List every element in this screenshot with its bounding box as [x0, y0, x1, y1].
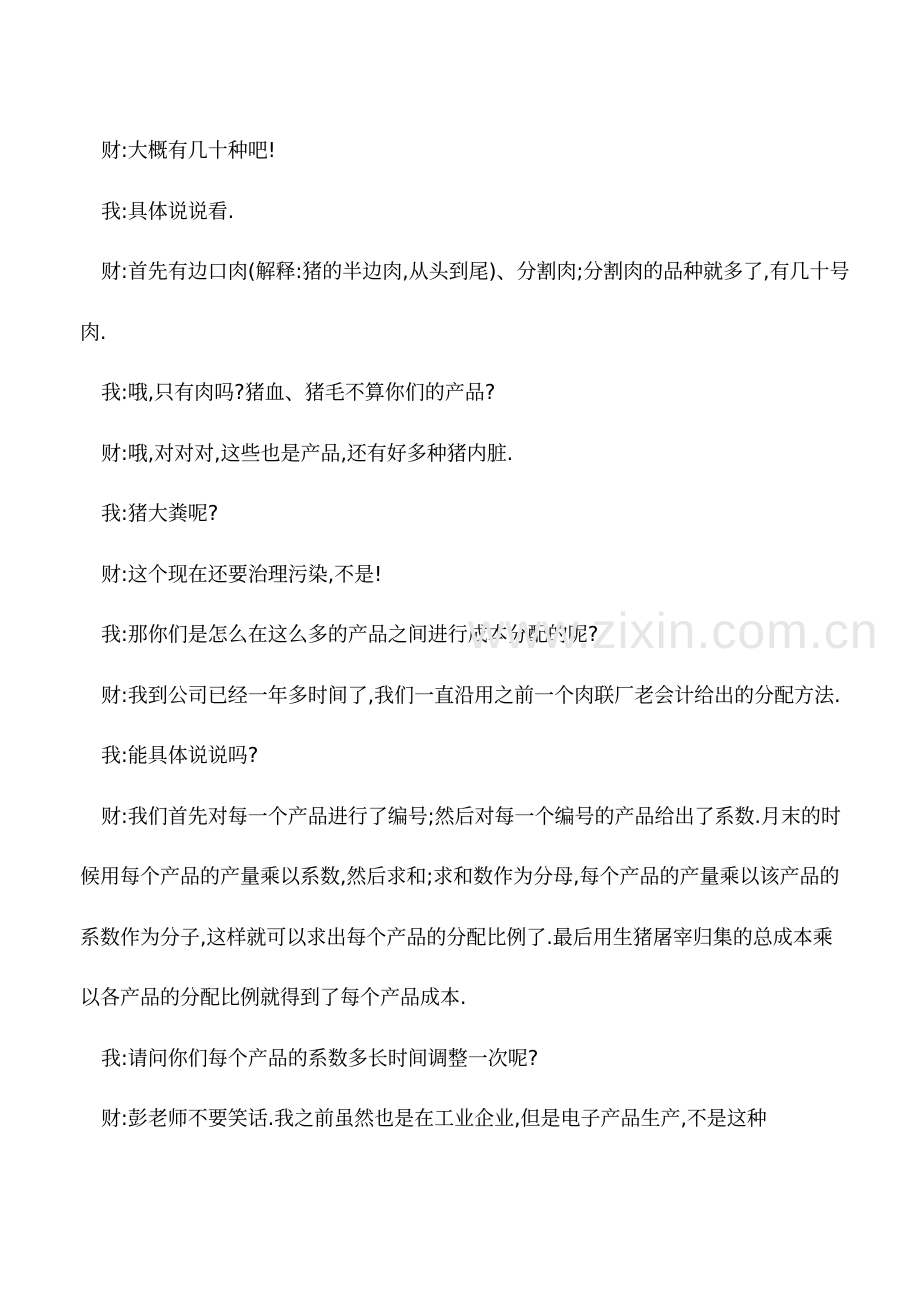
paragraph: 财:我到公司已经一年多时间了,我们一直沿用之前一个肉联厂老会计给出的分配方法.	[101, 682, 841, 707]
watermark-text: www.zixin.com.cn	[468, 603, 879, 659]
paragraph: 我:能具体说说吗?	[101, 743, 259, 767]
paragraph: 我:具体说说看.	[101, 198, 235, 223]
paragraph: 财:大概有几十种吧!	[101, 138, 276, 162]
paragraph: 财:哦,对对对,这些也是产品,还有好多种猪内脏.	[101, 440, 514, 465]
paragraph: 我:那你们是怎么在这么多的产品之间进行成本分配的呢?	[101, 622, 599, 646]
paragraph: 我:哦,只有肉吗?猪血、猪毛不算你们的产品?	[101, 380, 496, 404]
paragraph: 财:这个现在还要治理污染,不是!	[101, 561, 383, 586]
document-body	[80, 120, 850, 1149]
paragraph: 财:彭老师不要笑话.我之前虽然也是在工业企业,但是电子产品生产,不是这种	[101, 1106, 767, 1130]
paragraph: 财:首先有边口肉(解释:猪的半边肉,从头到尾)、分割肉;分割肉的品种就多了,有几十号肉.	[80, 259, 850, 344]
paragraph: 我:猪大粪呢?	[101, 501, 219, 525]
paragraph: 财:我们首先对每一个产品进行了编号;然后对每一个编号的产品给出了系数.月末的时候用每个产品的产量乘以系数,然后求和;求和数作为分母,每个产品的产量乘以该产品的系数作为分子,这样就可以求出每个产品的分配比例了.最后用生猪屠宰归集的总成本乘以各产品的分配比例就得到了每个产品成本.	[80, 803, 841, 1009]
paragraph: 我:请问你们每个产品的系数多长时间调整一次呢?	[101, 1045, 539, 1070]
